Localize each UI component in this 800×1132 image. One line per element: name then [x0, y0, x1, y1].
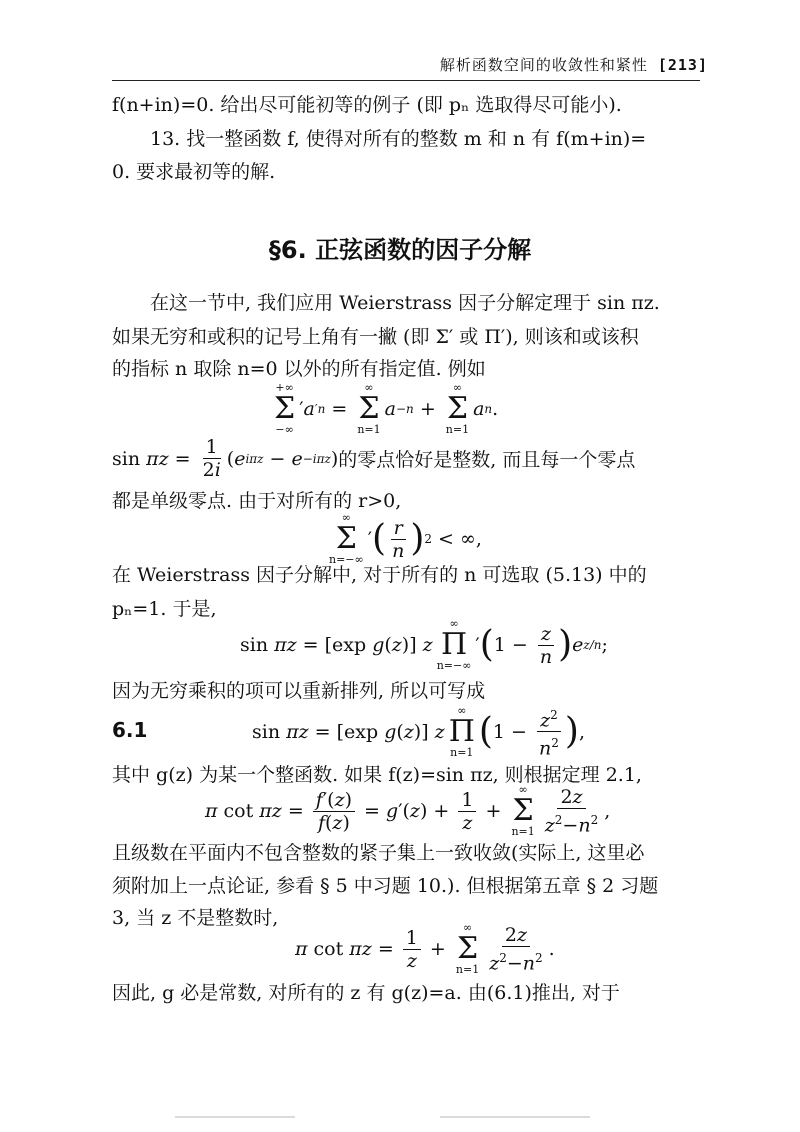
exercise-13-line-1: 13. 找一整函数 f, 使得对所有的整数 m 和 n 有 f(m+in)= — [150, 128, 647, 150]
equation-primed-sum: +∞ Σ −∞ ′ a ′ n = ∞ Σ n=1 a −n + ∞ Σ n=1 a n . — [274, 381, 499, 436]
equation-convergent-sum: ∞ Σ n=−∞ ′ ( $\frac{r}{n}$ ) 2 < ∞, — [329, 511, 482, 566]
text-line-11: 因为无穷乘积的项可以重新排列, 所以可写成 — [112, 680, 486, 702]
header-title: 解析函数空间的收敛性和紧性 — [439, 56, 648, 74]
section-heading: §6. 正弦函数的因子分解 — [268, 236, 532, 264]
intro-line-1: 在这一节中, 我们应用 Weierstrass 因子分解定理于 sin πz. — [150, 292, 660, 314]
text-line-7-tail: 的零点恰好是整数, 而且每一个零点 — [338, 449, 636, 471]
text-line-9: 在 Weierstrass 因子分解中, 对于所有的 n 可选取 (5.13) 中的 — [112, 564, 647, 586]
text-line-12: 其中 g(z) 为某一个整函数. 如果 f(z)=sin πz, 则根据定理 2.1, — [112, 764, 642, 786]
header-rule — [112, 80, 700, 81]
running-header — [440, 54, 708, 75]
scan-artifact — [175, 1116, 295, 1118]
text-line-1: f(n+in)=0. 给出尽可能初等的例子 (即 pₙ 选取得尽可能小). — [112, 94, 622, 116]
text-line-8: 都是单级零点. 由于对所有的 r>0, — [112, 490, 402, 512]
equation-sine-definition: sin πz = $\frac{1}{2i}$ ( e iπz − e −iπz ) 的零点恰好是整数, 而且每一个零点 — [112, 436, 636, 481]
scan-artifact — [440, 1116, 590, 1118]
text-line-16: 因此, g 必是常数, 对所有的 z 有 g(z)=a. 由(6.1)推出, 对于 — [112, 982, 620, 1004]
text-line-10: pₙ=1. 于是, — [112, 598, 217, 620]
text-line-13: 且级数在平面内不包含整数的紧子集上一致收敛(实际上, 这里必 — [112, 842, 645, 864]
equation-cotangent-2: π cot πz = $\frac{1}{z}$ + ∞ Σ n=1 $\frac{2z}{z^2-n^2}$ . — [295, 921, 555, 976]
text-line-15: 3, 当 z 不是整数时, — [112, 907, 279, 929]
intro-line-2: 如果无穷和或积的记号上角有一撇 (即 Σ′ 或 Π′), 则该和或该积 — [112, 326, 639, 348]
exercise-13-line-2: 0. 要求最初等的解. — [112, 161, 276, 183]
equation-cotangent-1: π cot πz = $\frac{f'(z)}{f(z)}$ = g ′( z ) + $\frac{1}{z}$ + ∞ Σ n=1 $\frac{2z}{z^2-n^2}$ , — [205, 783, 611, 838]
equation-6-1: sin πz = [exp g ( z )] z ∞ Π n=1 ( 1 − $\frac{z^2}{n^2}$ ) , — [252, 703, 585, 760]
text-line-14: 须附加上一点论证, 参看 § 5 中习题 10.). 但根据第五章 § 2 习题 — [112, 875, 659, 897]
equation-number: 6.1 — [112, 718, 148, 742]
page-number: [213] — [657, 56, 708, 74]
equation-weierstrass-product: sin πz = [exp g ( z )] z ∞ Π n=−∞ ′ ( 1 − $\frac{z}{n}$ ) e z/n ; — [240, 617, 608, 672]
intro-line-3: 的指标 n 取除 n=0 以外的所有指定值. 例如 — [112, 358, 486, 380]
